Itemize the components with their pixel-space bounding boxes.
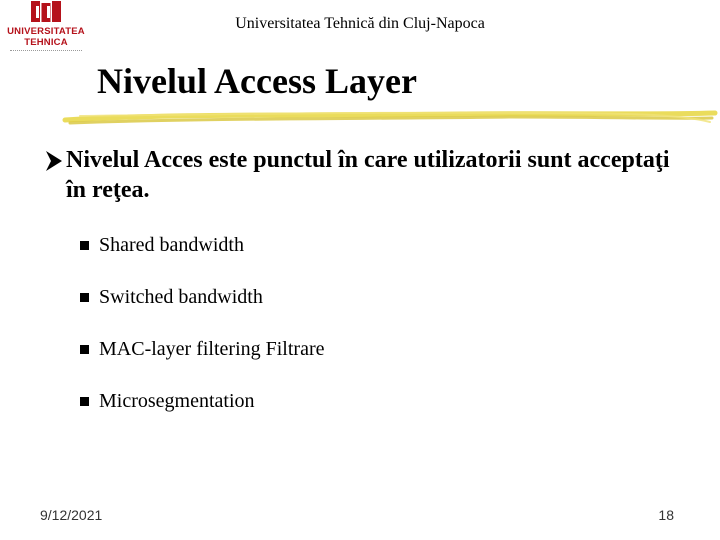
square-bullet-icon: [80, 293, 89, 302]
list-item: [78, 390, 325, 442]
list-item-text: Shared bandwidth: [99, 234, 244, 256]
list-item: [78, 286, 325, 338]
slide-title: Nivelul Access Layer: [97, 61, 417, 101]
list-item: [78, 338, 325, 390]
title-underline-brushstroke: [60, 104, 720, 134]
list-item: [78, 234, 325, 286]
logo-subtitle-rule: [10, 50, 82, 54]
logo-text-line2: TEHNICA: [24, 37, 68, 48]
logo-text-line1: UNIVERSITATEA: [7, 26, 85, 37]
main-bullet-text: Nivelul Acces este punctul în care utilizatorii sunt acceptaţi în reţea.: [66, 147, 670, 203]
square-bullet-icon: [80, 241, 89, 250]
university-name: Universitatea Tehnică din Cluj-Napoca: [235, 15, 485, 32]
footer-date: 9/12/2021: [40, 507, 103, 523]
sub-bullet-list: [78, 234, 325, 442]
list-item-text: MAC-layer filtering Filtrare: [99, 338, 325, 360]
list-item-text: Switched bandwidth: [99, 286, 263, 308]
arrow-bullet-icon: [46, 145, 66, 179]
square-bullet-icon: [80, 397, 89, 406]
page-number: 18: [658, 507, 674, 523]
square-bullet-icon: [80, 345, 89, 354]
list-item-text: Microsegmentation: [99, 390, 255, 412]
main-bullet: [46, 145, 686, 205]
